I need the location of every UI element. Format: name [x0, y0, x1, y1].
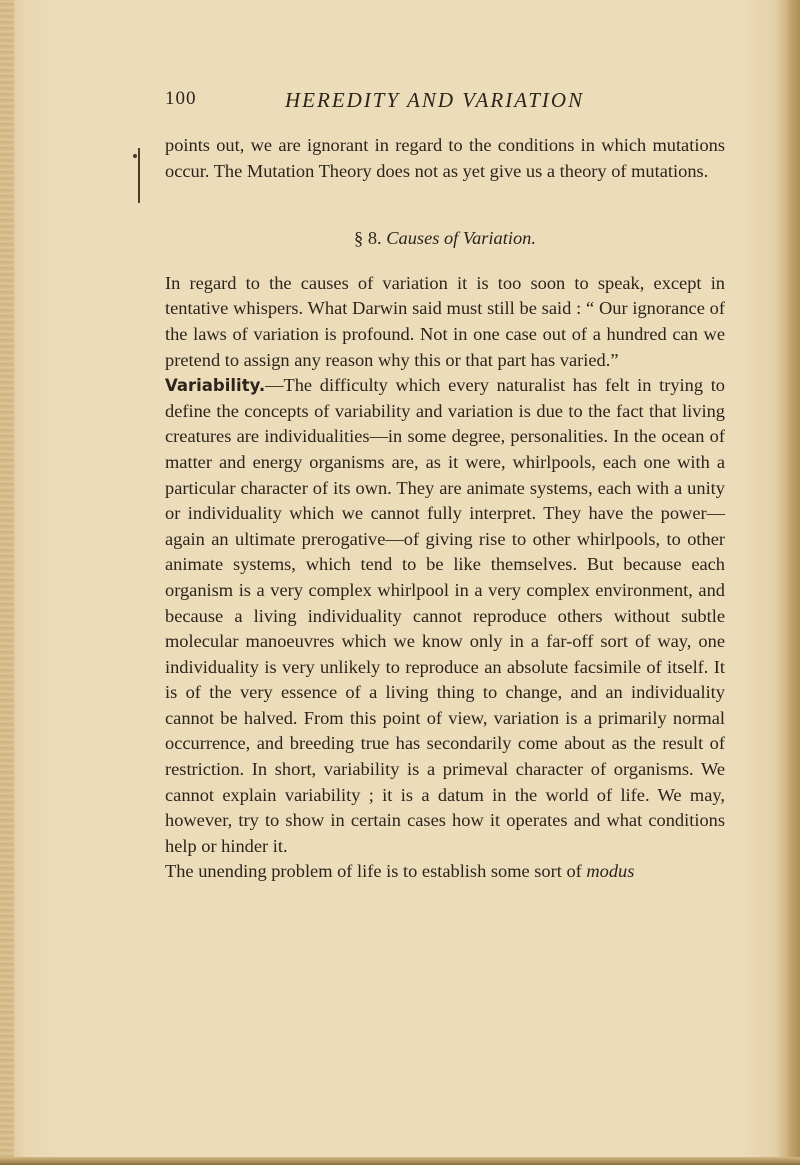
paragraph-causes [165, 271, 725, 373]
page-edge-bottom [0, 1157, 800, 1165]
running-title: HEREDITY AND VARIATION [285, 88, 585, 112]
italic-modus: modus [586, 861, 635, 882]
page-number: 100 [165, 88, 197, 109]
section-number: § 8. [354, 228, 382, 249]
section-title: Causes of Variation. [386, 228, 536, 249]
margin-pencil-mark [138, 148, 140, 203]
paragraph-variability-text: —The difficulty which every naturalist has felt in trying to define the concepts of variability and variation is due to the fact that living creatures are individualities—in some degree, personalities. In the ocean of matter and energy organisms are, as it were, whirlpools, each one with a particular character of its own. They are animate systems, each with a unity or individuality which we cannot fully interpret. They have the power—again an ultimate prerogative—of giving rise to other whirlpools, to other animate systems, which tend to be like themselves. But because each organism is a very complex whirlpool in a very complex environment, and because a living individuality cannot reproduce others without subtle molecular manoeuvres which we know only in a far-off sort of way, one individuality is very unlikely to reproduce an absolute facsimile of itself. It is of the very essence of a living thing to change, and an individuality cannot be halved. From this point of view, variation is a primarily normal occurrence, and breeding true has secondarily come about as the result of restriction. In short, variability is a primeval character of organisms. We cannot explain variability ; it is a datum in the world of life. We may, however, try to show in certain cases how it operates and what conditions help or hinder it. [165, 375, 725, 856]
paragraph-modus-text: The unending problem of life is to establish some sort of [165, 861, 582, 882]
paragraph-variability [165, 373, 725, 859]
page-edge-right [788, 0, 800, 1165]
margin-pencil-dot [133, 154, 137, 158]
section-heading [165, 226, 725, 252]
run-in-heading: Variability. [165, 376, 266, 396]
page-header [165, 88, 725, 114]
body-text [165, 133, 725, 885]
page-edge-left [0, 0, 14, 1165]
continuation-paragraph: points out, we are ignorant in regard to the conditions in which mutations occur. The Mutation Theory does not as yet give us a theory of mutations. [165, 135, 725, 181]
paragraph-causes-text: In regard to the causes of variation it is too soon to speak, except in tentative whispers. What Darwin said must still be said : “ Our ignorance of the laws of variation is profound. Not in one case out of a hundred can we pretend to assign any reason why this or that part has varied.” [165, 272, 725, 370]
paragraph-modus [165, 859, 725, 885]
